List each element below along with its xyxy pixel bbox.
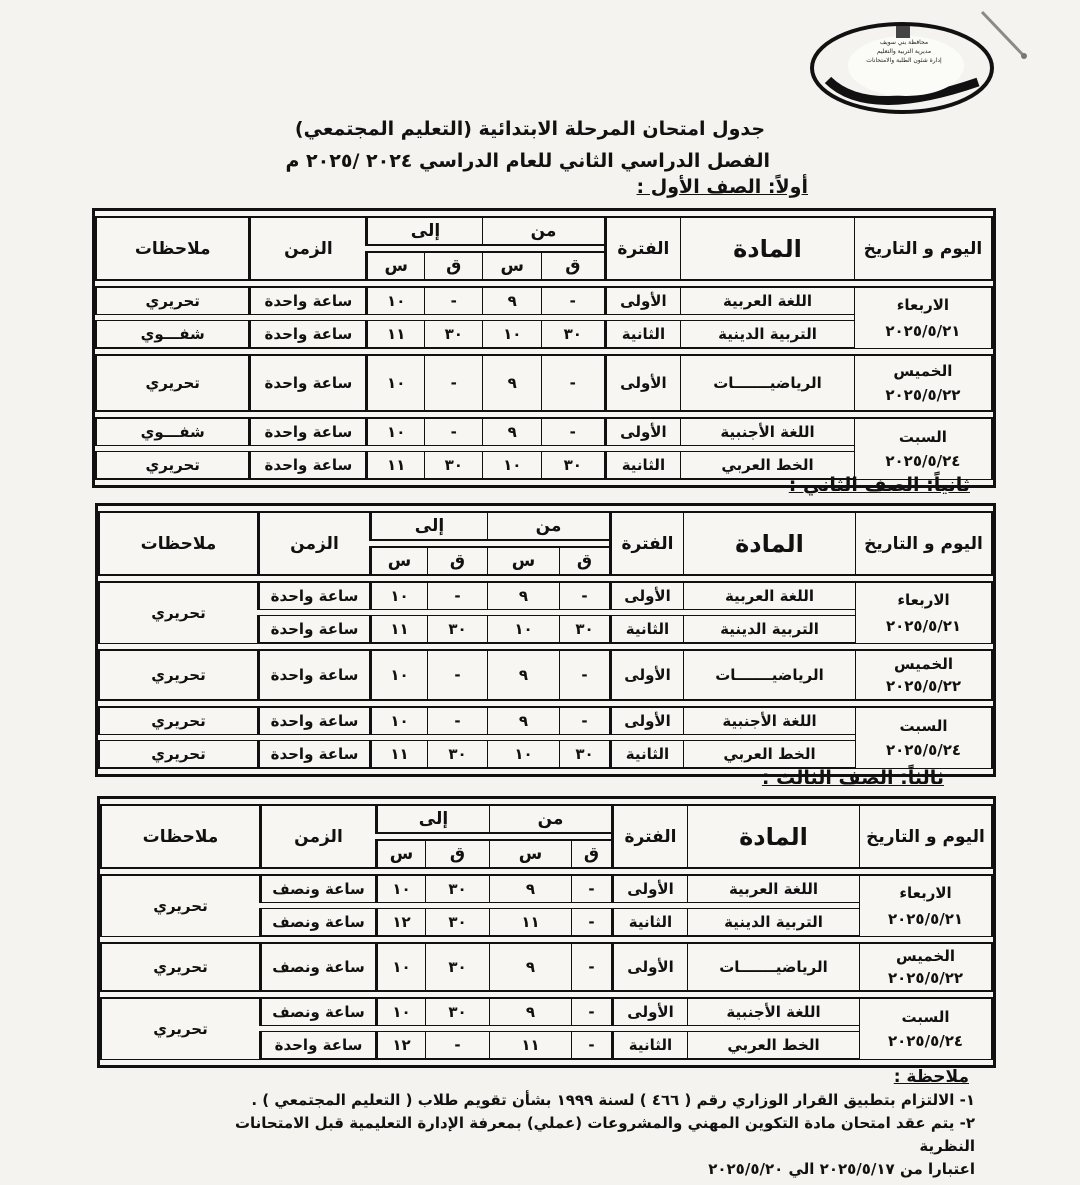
- day-cell: [859, 942, 993, 992]
- to-q-cell: -: [427, 581, 487, 610]
- to-s-cell: ١٠: [369, 706, 427, 735]
- header-duration: الزمن: [248, 216, 365, 281]
- subject-cell: الخط العربي: [687, 1031, 859, 1060]
- seal-text: [848, 38, 960, 65]
- table-row: [95, 286, 993, 315]
- grade-1-label: أولاً: الصف الأول :: [636, 176, 808, 198]
- from-q-cell: -: [571, 874, 611, 903]
- from-s-cell: ١٠: [482, 451, 541, 480]
- header-duration: الزمن: [259, 804, 375, 869]
- header-from-s: س: [489, 839, 571, 869]
- to-s-cell: ١٠: [365, 286, 424, 315]
- seal-line: إدارة شئون الطلبة والامتحانات: [866, 57, 942, 64]
- subject-cell: التربية الدينية: [687, 908, 859, 937]
- duration-cell: ساعة واحدة: [248, 320, 365, 349]
- duration-cell: ساعة واحدة: [257, 581, 369, 610]
- table-row: [100, 997, 993, 1026]
- to-q-cell: -: [424, 354, 483, 412]
- subject-cell: التربية الدينية: [680, 320, 854, 349]
- day-name: الاربعاء: [899, 884, 952, 902]
- to-s-cell: ١٢: [375, 1031, 425, 1060]
- note-cell: تحريري: [95, 451, 248, 480]
- header-to: إلى: [365, 216, 482, 246]
- period-cell: الثانية: [611, 1031, 687, 1060]
- table-row: [98, 581, 993, 610]
- to-q-cell: ٣٠: [425, 942, 489, 992]
- from-s-cell: ١٠: [487, 615, 559, 644]
- from-q-cell: ٣٠: [541, 320, 604, 349]
- duration-cell: ساعة واحدة: [248, 354, 365, 412]
- day-date: ٢٠٢٥/٥/٢٢: [887, 969, 964, 987]
- from-q-cell: -: [571, 997, 611, 1026]
- from-q-cell: -: [559, 706, 609, 735]
- duration-cell: ساعة واحدة: [248, 451, 365, 480]
- directorate-seal: [808, 20, 996, 116]
- to-q-cell: ٣٠: [425, 874, 489, 903]
- header-subject: المادة: [680, 216, 854, 281]
- day-date: ٢٠٢٥/٥/٢٤: [887, 1032, 964, 1050]
- note-cell: تحريري: [98, 581, 257, 644]
- day-date: ٢٠٢٥/٥/٢١: [885, 322, 961, 340]
- from-q-cell: -: [541, 354, 604, 412]
- header-subject: المادة: [683, 511, 855, 576]
- notes-section: [180, 1066, 975, 1181]
- from-q-cell: -: [541, 286, 604, 315]
- header-duration: الزمن: [257, 511, 369, 576]
- note-cell: تحريري: [95, 286, 248, 315]
- day-cell: [855, 581, 993, 644]
- day-date: ٢٠٢٥/٥/٢١: [887, 910, 964, 928]
- duration-cell: ساعة ونصف: [259, 942, 375, 992]
- from-s-cell: ٩: [487, 706, 559, 735]
- to-q-cell: -: [424, 417, 483, 446]
- to-q-cell: ٣٠: [424, 451, 483, 480]
- note-cell: شفـــوي: [95, 320, 248, 349]
- from-q-cell: -: [571, 1031, 611, 1060]
- subject-cell: اللغة العربية: [680, 286, 854, 315]
- day-name: الخميس: [893, 362, 953, 380]
- from-s-cell: ٩: [489, 997, 571, 1026]
- header-period: الفترة: [609, 511, 683, 576]
- note-cell: تحريري: [98, 706, 257, 735]
- table-row: [98, 649, 993, 701]
- to-q-cell: ٣٠: [425, 908, 489, 937]
- from-s-cell: ٩: [482, 286, 541, 315]
- note-cell: تحريري: [98, 740, 257, 769]
- period-cell: الأولى: [611, 997, 687, 1026]
- duration-cell: ساعة واحدة: [248, 417, 365, 446]
- day-cell: [855, 706, 993, 769]
- period-cell: الثانية: [604, 320, 681, 349]
- day-name: الاربعاء: [896, 296, 950, 314]
- to-s-cell: ١١: [365, 320, 424, 349]
- duration-cell: ساعة واحدة: [257, 615, 369, 644]
- duration-cell: ساعة واحدة: [257, 649, 369, 701]
- note-cell: شفـــوي: [95, 417, 248, 446]
- header-period: الفترة: [604, 216, 681, 281]
- header-from-q: ق: [571, 839, 611, 869]
- subject-cell: اللغة العربية: [687, 874, 859, 903]
- grade-2-label: ثانياً: الصف الثاني :: [788, 474, 970, 496]
- subject-cell: الخط العربي: [680, 451, 854, 480]
- from-s-cell: ٩: [487, 581, 559, 610]
- from-s-cell: ٩: [487, 649, 559, 701]
- subject-cell: الرياضيـــــــات: [687, 942, 859, 992]
- from-s-cell: ١٠: [487, 740, 559, 769]
- from-s-cell: ١١: [489, 1031, 571, 1060]
- day-name: السبت: [898, 428, 947, 446]
- period-cell: الأولى: [609, 581, 683, 610]
- to-s-cell: ١٠: [375, 874, 425, 903]
- day-date: ٢٠٢٥/٥/٢٤: [885, 452, 961, 470]
- header-subject: المادة: [687, 804, 859, 869]
- to-s-cell: ١٠: [375, 997, 425, 1026]
- table-row: [95, 354, 993, 412]
- period-cell: الأولى: [604, 354, 681, 412]
- from-s-cell: ٩: [489, 874, 571, 903]
- period-cell: الأولى: [611, 874, 687, 903]
- subject-cell: اللغة الأجنبية: [680, 417, 854, 446]
- day-cell: [859, 997, 993, 1060]
- notes-heading: ملاحظة :: [893, 1067, 969, 1087]
- period-cell: الأولى: [609, 649, 683, 701]
- period-cell: الثانية: [611, 908, 687, 937]
- header-to-s: س: [375, 839, 425, 869]
- subject-cell: اللغة الأجنبية: [687, 997, 859, 1026]
- from-s-cell: ٩: [489, 942, 571, 992]
- day-name: السبت: [901, 1008, 950, 1026]
- day-cell: [855, 649, 993, 701]
- grade-3-label: ثالثاً: الصف الثالث :: [761, 767, 944, 789]
- to-s-cell: ١٢: [375, 908, 425, 937]
- duration-cell: ساعة واحدة: [257, 740, 369, 769]
- duration-cell: ساعة واحدة: [248, 286, 365, 315]
- day-name: الاربعاء: [897, 591, 950, 609]
- header-day: اليوم و التاريخ: [859, 804, 993, 869]
- header-from-q: ق: [541, 251, 604, 281]
- note-cell: تحريري: [100, 874, 259, 937]
- header-from-s: س: [482, 251, 541, 281]
- header-from: من: [487, 511, 609, 541]
- day-cell: [854, 354, 993, 412]
- period-cell: الأولى: [609, 706, 683, 735]
- from-q-cell: ٣٠: [559, 615, 609, 644]
- subject-cell: التربية الدينية: [683, 615, 855, 644]
- from-s-cell: ١١: [489, 908, 571, 937]
- header-notes: ملاحظات: [100, 804, 259, 869]
- to-s-cell: ١٠: [365, 354, 424, 412]
- day-name: السبت: [899, 717, 948, 735]
- subject-cell: الرياضيـــــــات: [683, 649, 855, 701]
- to-q-cell: -: [424, 286, 483, 315]
- period-cell: الثانية: [604, 451, 681, 480]
- header-day: اليوم و التاريخ: [855, 511, 993, 576]
- seal-line: مديرية التربية والتعليم: [876, 48, 932, 55]
- to-q-cell: ٣٠: [424, 320, 483, 349]
- seal-line: محافظة بني سويف: [879, 39, 929, 46]
- subject-cell: اللغة الأجنبية: [683, 706, 855, 735]
- from-q-cell: ٣٠: [541, 451, 604, 480]
- header-to-s: س: [365, 251, 424, 281]
- header-to-q: ق: [424, 251, 483, 281]
- to-s-cell: ١١: [369, 740, 427, 769]
- header-from-s: س: [487, 546, 559, 576]
- day-date: ٢٠٢٥/٥/٢٢: [885, 677, 962, 695]
- note-cell: تحريري: [98, 649, 257, 701]
- to-q-cell: ٣٠: [425, 997, 489, 1026]
- table-row: [98, 706, 993, 735]
- note-item: اعتبارا من ٢٠٢٥/٥/١٧ الي ٢٠٢٥/٥/٢٠: [708, 1160, 975, 1178]
- subject-cell: الخط العربي: [683, 740, 855, 769]
- period-cell: الأولى: [604, 286, 681, 315]
- note-cell: تحريري: [100, 942, 259, 992]
- day-name: الخميس: [896, 947, 955, 965]
- note-cell: تحريري: [100, 997, 259, 1060]
- from-s-cell: ٩: [482, 417, 541, 446]
- header-to: إلى: [375, 804, 489, 834]
- header-from-q: ق: [559, 546, 609, 576]
- to-q-cell: ٣٠: [427, 740, 487, 769]
- from-q-cell: -: [571, 908, 611, 937]
- duration-cell: ساعة واحدة: [259, 1031, 375, 1060]
- day-date: ٢٠٢٥/٥/٢٢: [885, 386, 961, 404]
- from-q-cell: -: [541, 417, 604, 446]
- to-s-cell: ١٠: [369, 649, 427, 701]
- to-q-cell: -: [425, 1031, 489, 1060]
- day-cell: [854, 286, 993, 349]
- day-cell: [854, 417, 993, 480]
- from-q-cell: ٣٠: [559, 740, 609, 769]
- day-date: ٢٠٢٥/٥/٢٤: [885, 741, 962, 759]
- table-row: [100, 874, 993, 903]
- to-q-cell: -: [427, 706, 487, 735]
- duration-cell: ساعة ونصف: [259, 908, 375, 937]
- period-cell: الأولى: [611, 942, 687, 992]
- table-row: [95, 417, 993, 446]
- duration-cell: ساعة ونصف: [259, 874, 375, 903]
- subject-cell: الرياضيـــــــات: [680, 354, 854, 412]
- header-notes: ملاحظات: [98, 511, 257, 576]
- page-title: جدول امتحان المرحلة الابتدائية (التعليم المجتمعي): [294, 118, 766, 140]
- note-item: ١- الالتزام بتطبيق القرار الوزاري رقم ( ٤٦٦ ) لسنة ١٩٩٩ بشأن تقويم طلاب ( التعليم المجتمعي ) .: [251, 1091, 975, 1109]
- grade-2-table: [95, 503, 996, 777]
- subject-cell: اللغة العربية: [683, 581, 855, 610]
- from-s-cell: ١٠: [482, 320, 541, 349]
- from-q-cell: -: [571, 942, 611, 992]
- header-to-q: ق: [427, 546, 487, 576]
- header-to-s: س: [369, 546, 427, 576]
- header-from: من: [489, 804, 611, 834]
- header-to-q: ق: [425, 839, 489, 869]
- to-q-cell: -: [427, 649, 487, 701]
- note-item: ٢- يتم عقد امتحان مادة التكوين المهني والمشروعات (عملي) بمعرفة الإدارة التعليمية قبل الامتحانات النظرية: [234, 1114, 975, 1155]
- to-s-cell: ١٠: [369, 581, 427, 610]
- note-cell: تحريري: [95, 354, 248, 412]
- header-notes: ملاحظات: [95, 216, 248, 281]
- to-s-cell: ١١: [369, 615, 427, 644]
- to-s-cell: ١١: [365, 451, 424, 480]
- to-s-cell: ١٠: [375, 942, 425, 992]
- day-name: الخميس: [894, 655, 953, 673]
- day-cell: [859, 874, 993, 937]
- table-row: [100, 942, 993, 992]
- day-date: ٢٠٢٥/٥/٢١: [885, 617, 962, 635]
- page-subtitle: الفصل الدراسي الثاني للعام الدراسي ٢٠٢٤ /٢٠٢٥ م: [285, 150, 770, 172]
- grade-1-table: [92, 208, 996, 488]
- to-s-cell: ١٠: [365, 417, 424, 446]
- from-q-cell: -: [559, 581, 609, 610]
- header-to: إلى: [369, 511, 487, 541]
- period-cell: الأولى: [604, 417, 681, 446]
- header-day: اليوم و التاريخ: [854, 216, 993, 281]
- from-s-cell: ٩: [482, 354, 541, 412]
- duration-cell: ساعة واحدة: [257, 706, 369, 735]
- to-q-cell: ٣٠: [427, 615, 487, 644]
- duration-cell: ساعة ونصف: [259, 997, 375, 1026]
- header-from: من: [482, 216, 603, 246]
- grade-3-table: [97, 796, 996, 1068]
- from-q-cell: -: [559, 649, 609, 701]
- header-period: الفترة: [611, 804, 687, 869]
- period-cell: الثانية: [609, 740, 683, 769]
- period-cell: الثانية: [609, 615, 683, 644]
